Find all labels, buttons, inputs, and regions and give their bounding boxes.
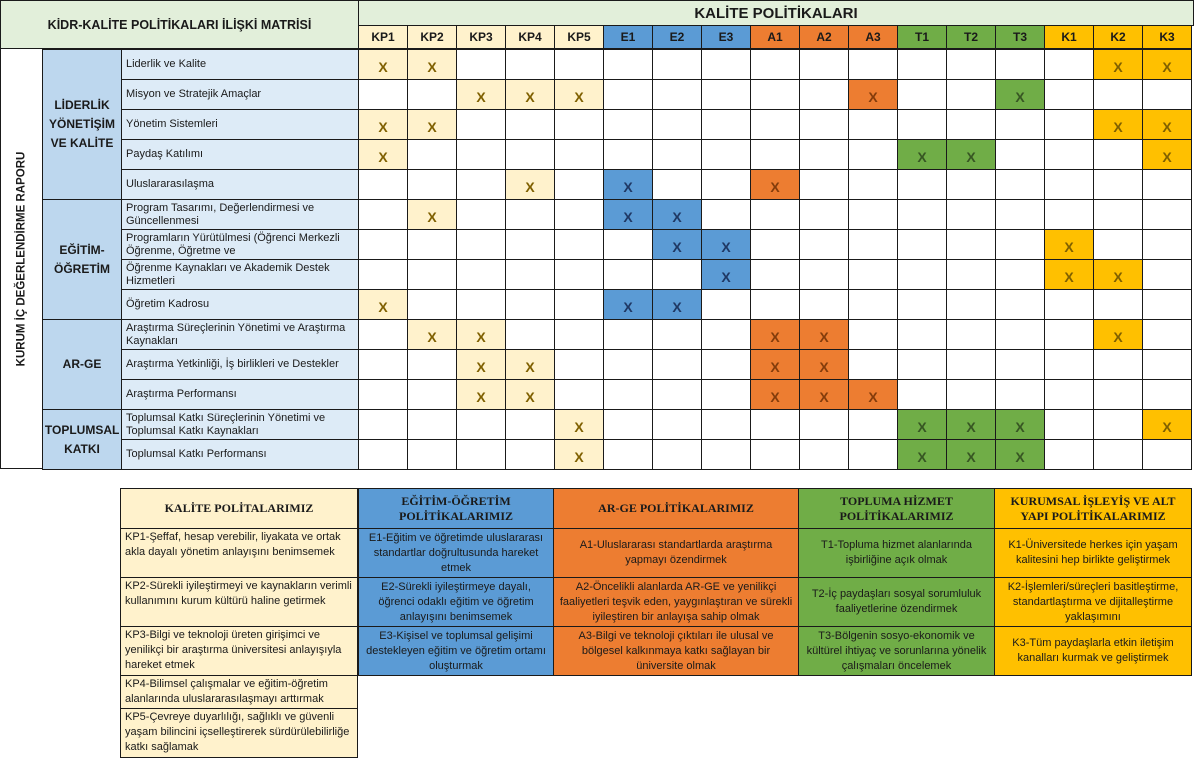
column-header-e2: E2 — [652, 25, 702, 49]
matrix-cell — [946, 79, 996, 110]
side-label-text: KURUM İÇ DEĞERLENDİRME RAPORU — [15, 151, 28, 366]
matrix-cell — [1142, 349, 1192, 380]
matrix-cell — [750, 79, 800, 110]
matrix-mark: X — [1093, 49, 1143, 80]
matrix-cell — [1093, 409, 1143, 440]
e-policies-title: EĞİTİM-ÖĞRETİM POLİTİKALARIMIZ — [358, 488, 554, 529]
matrix-cell — [1044, 319, 1094, 350]
matrix-mark: X — [407, 109, 457, 140]
matrix-cell — [848, 349, 898, 380]
matrix-cell — [701, 319, 751, 350]
matrix-cell — [799, 289, 849, 320]
matrix-mark: X — [358, 289, 408, 320]
matrix-cell — [652, 79, 702, 110]
matrix-cell — [701, 349, 751, 380]
matrix-cell — [554, 49, 604, 80]
matrix-cell — [1142, 79, 1192, 110]
matrix-mark: X — [897, 139, 947, 170]
matrix-cell — [358, 349, 408, 380]
e-policy-item: E1-Eğitim ve öğretimde uluslararası standartlar doğrultusunda hareket etmek — [358, 528, 554, 578]
matrix-cell — [652, 409, 702, 440]
matrix-cell — [603, 259, 653, 290]
column-header-a3: A3 — [848, 25, 898, 49]
matrix-cell — [701, 49, 751, 80]
column-header-k3: K3 — [1142, 25, 1192, 49]
matrix-cell — [603, 49, 653, 80]
matrix-cell — [701, 79, 751, 110]
matrix-mark: X — [995, 79, 1045, 110]
matrix-cell — [1093, 139, 1143, 170]
matrix-cell — [358, 409, 408, 440]
matrix-cell — [1044, 79, 1094, 110]
matrix-cell — [603, 109, 653, 140]
matrix-cell — [407, 139, 457, 170]
matrix-cell — [505, 199, 555, 230]
matrix-cell — [1044, 409, 1094, 440]
matrix-cell — [897, 49, 947, 80]
matrix-cell — [897, 109, 947, 140]
kp-policies-title: KALİTE POLİTALARIMIZ — [120, 488, 358, 529]
matrix-cell — [750, 49, 800, 80]
matrix-cell — [1142, 199, 1192, 230]
row-label: Araştırma Yetkinliği, İş birlikleri ve Destekler — [121, 349, 359, 380]
group-label: EĞİTİM-ÖĞRETİM — [42, 199, 122, 320]
matrix-cell — [1044, 169, 1094, 200]
matrix-mark: X — [750, 319, 800, 350]
matrix-cell — [505, 139, 555, 170]
t-policy-item: T1-Topluma hizmet alanlarında işbirliğine açık olmak — [798, 528, 995, 578]
matrix-cell — [701, 409, 751, 440]
matrix-mark: X — [652, 199, 702, 230]
matrix-mark: X — [750, 379, 800, 410]
matrix-mark: X — [456, 79, 506, 110]
e-policy-item: E2-Sürekli iyileştirmeye dayalı, öğrenci odaklı eğitim ve öğretim anlayışını benimsemek — [358, 577, 554, 627]
row-label: Toplumsal Katkı Performansı — [121, 439, 359, 470]
matrix-mark: X — [1142, 409, 1192, 440]
matrix-cell — [358, 199, 408, 230]
matrix-cell — [652, 259, 702, 290]
matrix-cell — [995, 349, 1045, 380]
matrix-cell — [603, 229, 653, 260]
policies-header: KALİTE POLİTİKALARI — [358, 0, 1194, 26]
matrix-cell — [358, 169, 408, 200]
matrix-mark: X — [603, 169, 653, 200]
matrix-cell — [995, 49, 1045, 80]
t-policies-title: TOPLUMA HİZMET POLİTİKALARIMIZ — [798, 488, 995, 529]
matrix-mark: X — [603, 199, 653, 230]
matrix-mark: X — [1093, 319, 1143, 350]
matrix-cell — [456, 409, 506, 440]
matrix-cell — [1044, 349, 1094, 380]
matrix-cell — [701, 199, 751, 230]
row-label: Yönetim Sistemleri — [121, 109, 359, 140]
matrix-cell — [554, 349, 604, 380]
k-policy-item: K3-Tüm paydaşlarla etkin iletişim kanalları kurmak ve geliştirmek — [994, 626, 1192, 676]
matrix-cell — [652, 379, 702, 410]
matrix-mark: X — [456, 349, 506, 380]
matrix-cell — [652, 439, 702, 470]
matrix-cell — [750, 259, 800, 290]
matrix-cell — [750, 199, 800, 230]
matrix-cell — [505, 289, 555, 320]
matrix-cell — [1044, 379, 1094, 410]
column-header-t2: T2 — [946, 25, 996, 49]
matrix-cell — [750, 109, 800, 140]
matrix-cell — [897, 79, 947, 110]
matrix-mark: X — [750, 349, 800, 380]
matrix-cell — [603, 439, 653, 470]
matrix-cell — [1142, 259, 1192, 290]
matrix-cell — [505, 259, 555, 290]
matrix-cell — [995, 109, 1045, 140]
matrix-mark: X — [505, 79, 555, 110]
group-label: TOPLUMSAL KATKI — [42, 409, 122, 470]
matrix-cell — [1093, 199, 1143, 230]
matrix-cell — [652, 109, 702, 140]
matrix-cell — [1142, 289, 1192, 320]
matrix-cell — [848, 229, 898, 260]
matrix-mark: X — [358, 139, 408, 170]
matrix-cell — [995, 379, 1045, 410]
matrix-cell — [701, 109, 751, 140]
column-header-k1: K1 — [1044, 25, 1094, 49]
matrix-cell — [505, 109, 555, 140]
matrix-cell — [701, 289, 751, 320]
matrix-cell — [603, 349, 653, 380]
matrix-cell — [652, 319, 702, 350]
matrix-mark: X — [897, 409, 947, 440]
matrix-mark: X — [995, 409, 1045, 440]
matrix-cell — [603, 79, 653, 110]
matrix-mark: X — [1093, 259, 1143, 290]
matrix-cell — [897, 229, 947, 260]
matrix-cell — [946, 199, 996, 230]
matrix-cell — [897, 319, 947, 350]
matrix-mark: X — [946, 139, 996, 170]
matrix-cell — [946, 229, 996, 260]
matrix-cell — [652, 139, 702, 170]
matrix-mark: X — [848, 379, 898, 410]
row-label: Toplumsal Katkı Süreçlerinin Yönetimi ve Toplumsal Katkı Kaynakları — [121, 409, 359, 440]
matrix-cell — [1142, 169, 1192, 200]
matrix-cell — [946, 109, 996, 140]
matrix-mark: X — [554, 409, 604, 440]
matrix-cell — [554, 109, 604, 140]
matrix-cell — [995, 319, 1045, 350]
matrix-cell — [554, 199, 604, 230]
matrix-cell — [407, 349, 457, 380]
row-label: Öğrenme Kaynakları ve Akademik Destek Hizmetleri — [121, 259, 359, 290]
column-header-kp2: KP2 — [407, 25, 457, 49]
matrix-mark: X — [897, 439, 947, 470]
matrix-cell — [701, 169, 751, 200]
matrix-cell — [946, 349, 996, 380]
matrix-cell — [407, 229, 457, 260]
row-label: Paydaş Katılımı — [121, 139, 359, 170]
a-policy-item: A1-Uluslararası standartlarda araştırma yapmayı özendirmek — [553, 528, 799, 578]
matrix-cell — [897, 259, 947, 290]
matrix-cell — [799, 229, 849, 260]
matrix-mark: X — [554, 79, 604, 110]
matrix-cell — [897, 379, 947, 410]
matrix-cell — [1044, 109, 1094, 140]
matrix-cell — [946, 319, 996, 350]
matrix-mark: X — [407, 49, 457, 80]
matrix-cell — [1142, 379, 1192, 410]
matrix-cell — [946, 259, 996, 290]
matrix-cell — [946, 289, 996, 320]
matrix-mark: X — [505, 379, 555, 410]
matrix-mark: X — [652, 229, 702, 260]
matrix-cell — [358, 319, 408, 350]
matrix-cell — [1044, 289, 1094, 320]
row-label: Liderlik ve Kalite — [121, 49, 359, 80]
matrix-cell — [946, 49, 996, 80]
matrix-cell — [358, 79, 408, 110]
matrix-cell — [505, 229, 555, 260]
matrix-cell — [848, 259, 898, 290]
matrix-cell — [456, 109, 506, 140]
matrix-cell — [358, 259, 408, 290]
kp-policy-item: KP2-Sürekli iyileştirmeyi ve kaynakların verimli kullanımını kurum kültürü haline getirmek — [120, 577, 358, 627]
kp-policy-item: KP3-Bilgi ve teknoloji üreten girişimci ve yenilikçi bir araştırma üniversitesi anlayışıyla hareket etmek — [120, 626, 358, 676]
column-header-kp3: KP3 — [456, 25, 506, 49]
matrix-cell — [456, 49, 506, 80]
matrix-cell — [554, 319, 604, 350]
matrix-cell — [995, 259, 1045, 290]
matrix-cell — [1093, 169, 1143, 200]
matrix-cell — [407, 169, 457, 200]
matrix-cell — [1142, 439, 1192, 470]
matrix-cell — [456, 169, 506, 200]
e-policy-item: E3-Kişisel ve toplumsal gelişimi destekleyen eğitim ve öğretim ortamı oluşturmak — [358, 626, 554, 676]
matrix-cell — [848, 109, 898, 140]
column-header-kp1: KP1 — [358, 25, 408, 49]
matrix-cell — [1093, 349, 1143, 380]
matrix-cell — [358, 229, 408, 260]
matrix-cell — [799, 109, 849, 140]
matrix-cell — [456, 289, 506, 320]
column-header-e3: E3 — [701, 25, 751, 49]
matrix-cell — [848, 439, 898, 470]
matrix-cell — [848, 289, 898, 320]
matrix-cell — [505, 439, 555, 470]
matrix-cell — [799, 439, 849, 470]
matrix-mark: X — [701, 259, 751, 290]
matrix-cell — [799, 49, 849, 80]
k-policies-title: KURUMSAL İŞLEYİŞ VE ALT YAPI POLİTİKALARIMIZ — [994, 488, 1192, 529]
matrix-cell — [799, 259, 849, 290]
kp-policy-item: KP4-Bilimsel çalışmalar ve eğitim-öğretim alanlarında uluslararasılaşmayı arttırmak — [120, 675, 358, 709]
row-label: Araştırma Performansı — [121, 379, 359, 410]
matrix-cell — [848, 199, 898, 230]
matrix-cell — [1044, 139, 1094, 170]
matrix-cell — [603, 139, 653, 170]
matrix-mark: X — [1142, 109, 1192, 140]
group-label: LİDERLİK YÖNETİŞİM VE KALİTE — [42, 49, 122, 200]
matrix-cell — [995, 229, 1045, 260]
matrix-cell — [407, 289, 457, 320]
row-label: Uluslararasılaşma — [121, 169, 359, 200]
column-header-a1: A1 — [750, 25, 800, 49]
matrix-cell — [750, 289, 800, 320]
matrix-cell — [505, 409, 555, 440]
matrix-mark: X — [1093, 109, 1143, 140]
row-label: Programların Yürütülmesi (Öğrenci Merkezli Öğrenme, Öğretme ve — [121, 229, 359, 260]
a-policy-item: A3-Bilgi ve teknoloji çıktıları ile ulusal ve bölgesel kalkınmaya katkı sağlayan bir üniversite olmak — [553, 626, 799, 676]
column-header-a2: A2 — [799, 25, 849, 49]
column-header-kp5: KP5 — [554, 25, 604, 49]
matrix-cell — [750, 439, 800, 470]
matrix-mark: X — [652, 289, 702, 320]
matrix-cell — [603, 409, 653, 440]
matrix-mark: X — [750, 169, 800, 200]
row-label: Program Tasarımı, Değerlendirmesi ve Güncellenmesi — [121, 199, 359, 230]
matrix-mark: X — [946, 409, 996, 440]
matrix-cell — [750, 409, 800, 440]
matrix-cell — [456, 259, 506, 290]
matrix-mark: X — [799, 379, 849, 410]
matrix-mark: X — [799, 349, 849, 380]
matrix-cell — [897, 169, 947, 200]
kp-policy-item: KP5-Çevreye duyarlılığı, sağlıklı ve güvenli yaşam bilincini içselleştirerek sürdürülebilirliğe katkı sağlamak — [120, 708, 358, 758]
matrix-cell — [799, 79, 849, 110]
matrix-cell — [358, 379, 408, 410]
matrix-cell — [554, 169, 604, 200]
row-label: Öğretim Kadrosu — [121, 289, 359, 320]
matrix-cell — [1093, 229, 1143, 260]
row-label: Araştırma Süreçlerinin Yönetimi ve Araştırma Kaynakları — [121, 319, 359, 350]
matrix-mark: X — [1044, 229, 1094, 260]
matrix-cell — [407, 79, 457, 110]
matrix-title: KİDR-KALİTE POLİTİKALARI İLİŞKİ MATRİSİ — [0, 0, 359, 49]
matrix-mark: X — [1142, 49, 1192, 80]
matrix-mark: X — [603, 289, 653, 320]
matrix-cell — [995, 199, 1045, 230]
matrix-cell — [946, 379, 996, 410]
matrix-cell — [701, 439, 751, 470]
matrix-cell — [456, 229, 506, 260]
matrix-cell — [652, 349, 702, 380]
matrix-cell — [799, 409, 849, 440]
row-label: Misyon ve Stratejik Amaçlar — [121, 79, 359, 110]
matrix-cell — [701, 379, 751, 410]
k-policy-item: K1-Üniversitede herkes için yaşam kalitesini hep birlikte geliştirmek — [994, 528, 1192, 578]
matrix-cell — [407, 259, 457, 290]
matrix-cell — [1044, 199, 1094, 230]
column-header-k2: K2 — [1093, 25, 1143, 49]
matrix-cell — [1093, 79, 1143, 110]
matrix-cell — [750, 139, 800, 170]
matrix-cell — [1044, 49, 1094, 80]
matrix-cell — [1093, 289, 1143, 320]
matrix-cell — [897, 199, 947, 230]
matrix-mark: X — [505, 169, 555, 200]
matrix-cell — [799, 169, 849, 200]
matrix-cell — [848, 139, 898, 170]
group-label: AR-GE — [42, 319, 122, 410]
matrix-cell — [799, 139, 849, 170]
k-policy-item: K2-İşlemleri/süreçleri basitleştirme, standartlaştırma ve dijitalleştirme yaklaşımını — [994, 577, 1192, 627]
matrix-cell — [1142, 229, 1192, 260]
matrix-cell — [701, 139, 751, 170]
column-header-t3: T3 — [995, 25, 1045, 49]
matrix-mark: X — [701, 229, 751, 260]
matrix-mark: X — [407, 319, 457, 350]
matrix-cell — [407, 439, 457, 470]
matrix-cell — [505, 319, 555, 350]
matrix-cell — [358, 439, 408, 470]
column-header-e1: E1 — [603, 25, 653, 49]
matrix-mark: X — [358, 49, 408, 80]
matrix-mark: X — [848, 79, 898, 110]
matrix-cell — [1093, 379, 1143, 410]
matrix-side-label — [0, 48, 43, 469]
matrix-cell — [946, 169, 996, 200]
matrix-cell — [995, 289, 1045, 320]
t-policy-item: T3-Bölgenin sosyo-ekonomik ve kültürel ihtiyaç ve sorunlarına yönelik çalışmaları öncelemek — [798, 626, 995, 676]
matrix-cell — [407, 409, 457, 440]
matrix-cell — [456, 199, 506, 230]
matrix-cell — [995, 169, 1045, 200]
matrix-mark: X — [407, 199, 457, 230]
matrix-cell — [554, 139, 604, 170]
matrix-mark: X — [1142, 139, 1192, 170]
matrix-mark: X — [505, 349, 555, 380]
matrix-cell — [1142, 319, 1192, 350]
matrix-cell — [1093, 439, 1143, 470]
matrix-cell — [652, 49, 702, 80]
matrix-cell — [799, 199, 849, 230]
matrix-cell — [995, 139, 1045, 170]
matrix-cell — [407, 379, 457, 410]
matrix-mark: X — [456, 379, 506, 410]
matrix-cell — [554, 289, 604, 320]
column-header-kp4: KP4 — [505, 25, 555, 49]
matrix-cell — [603, 319, 653, 350]
column-header-t1: T1 — [897, 25, 947, 49]
matrix-cell — [652, 169, 702, 200]
matrix-cell — [456, 139, 506, 170]
matrix-cell — [848, 319, 898, 350]
matrix-cell — [554, 379, 604, 410]
matrix-mark: X — [946, 439, 996, 470]
matrix-cell — [505, 49, 555, 80]
matrix-mark: X — [799, 319, 849, 350]
matrix-cell — [603, 379, 653, 410]
matrix-mark: X — [995, 439, 1045, 470]
matrix-cell — [897, 289, 947, 320]
matrix-mark: X — [554, 439, 604, 470]
matrix-cell — [456, 439, 506, 470]
matrix-mark: X — [358, 109, 408, 140]
matrix-cell — [554, 259, 604, 290]
matrix-cell — [554, 229, 604, 260]
matrix-cell — [848, 49, 898, 80]
matrix-cell — [1044, 439, 1094, 470]
matrix-cell — [750, 229, 800, 260]
a-policy-item: A2-Öncelikli alanlarda AR-GE ve yenilikçi faaliyetleri teşvik eden, yaygınlaştıran ve sürekli iyileştiren bir anlayışa sahip olmak — [553, 577, 799, 627]
matrix-cell — [897, 349, 947, 380]
matrix-cell — [848, 169, 898, 200]
matrix-cell — [848, 409, 898, 440]
a-policies-title: AR-GE POLİTİKALARIMIZ — [553, 488, 799, 529]
kp-policy-item: KP1-Şeffaf, hesap verebilir, liyakata ve ortak akla dayalı yönetim anlayışını benimsemek — [120, 528, 358, 578]
matrix-mark: X — [456, 319, 506, 350]
t-policy-item: T2-İç paydaşları sosyal sorumluluk faaliyetlerine özendirmek — [798, 577, 995, 627]
matrix-mark: X — [1044, 259, 1094, 290]
